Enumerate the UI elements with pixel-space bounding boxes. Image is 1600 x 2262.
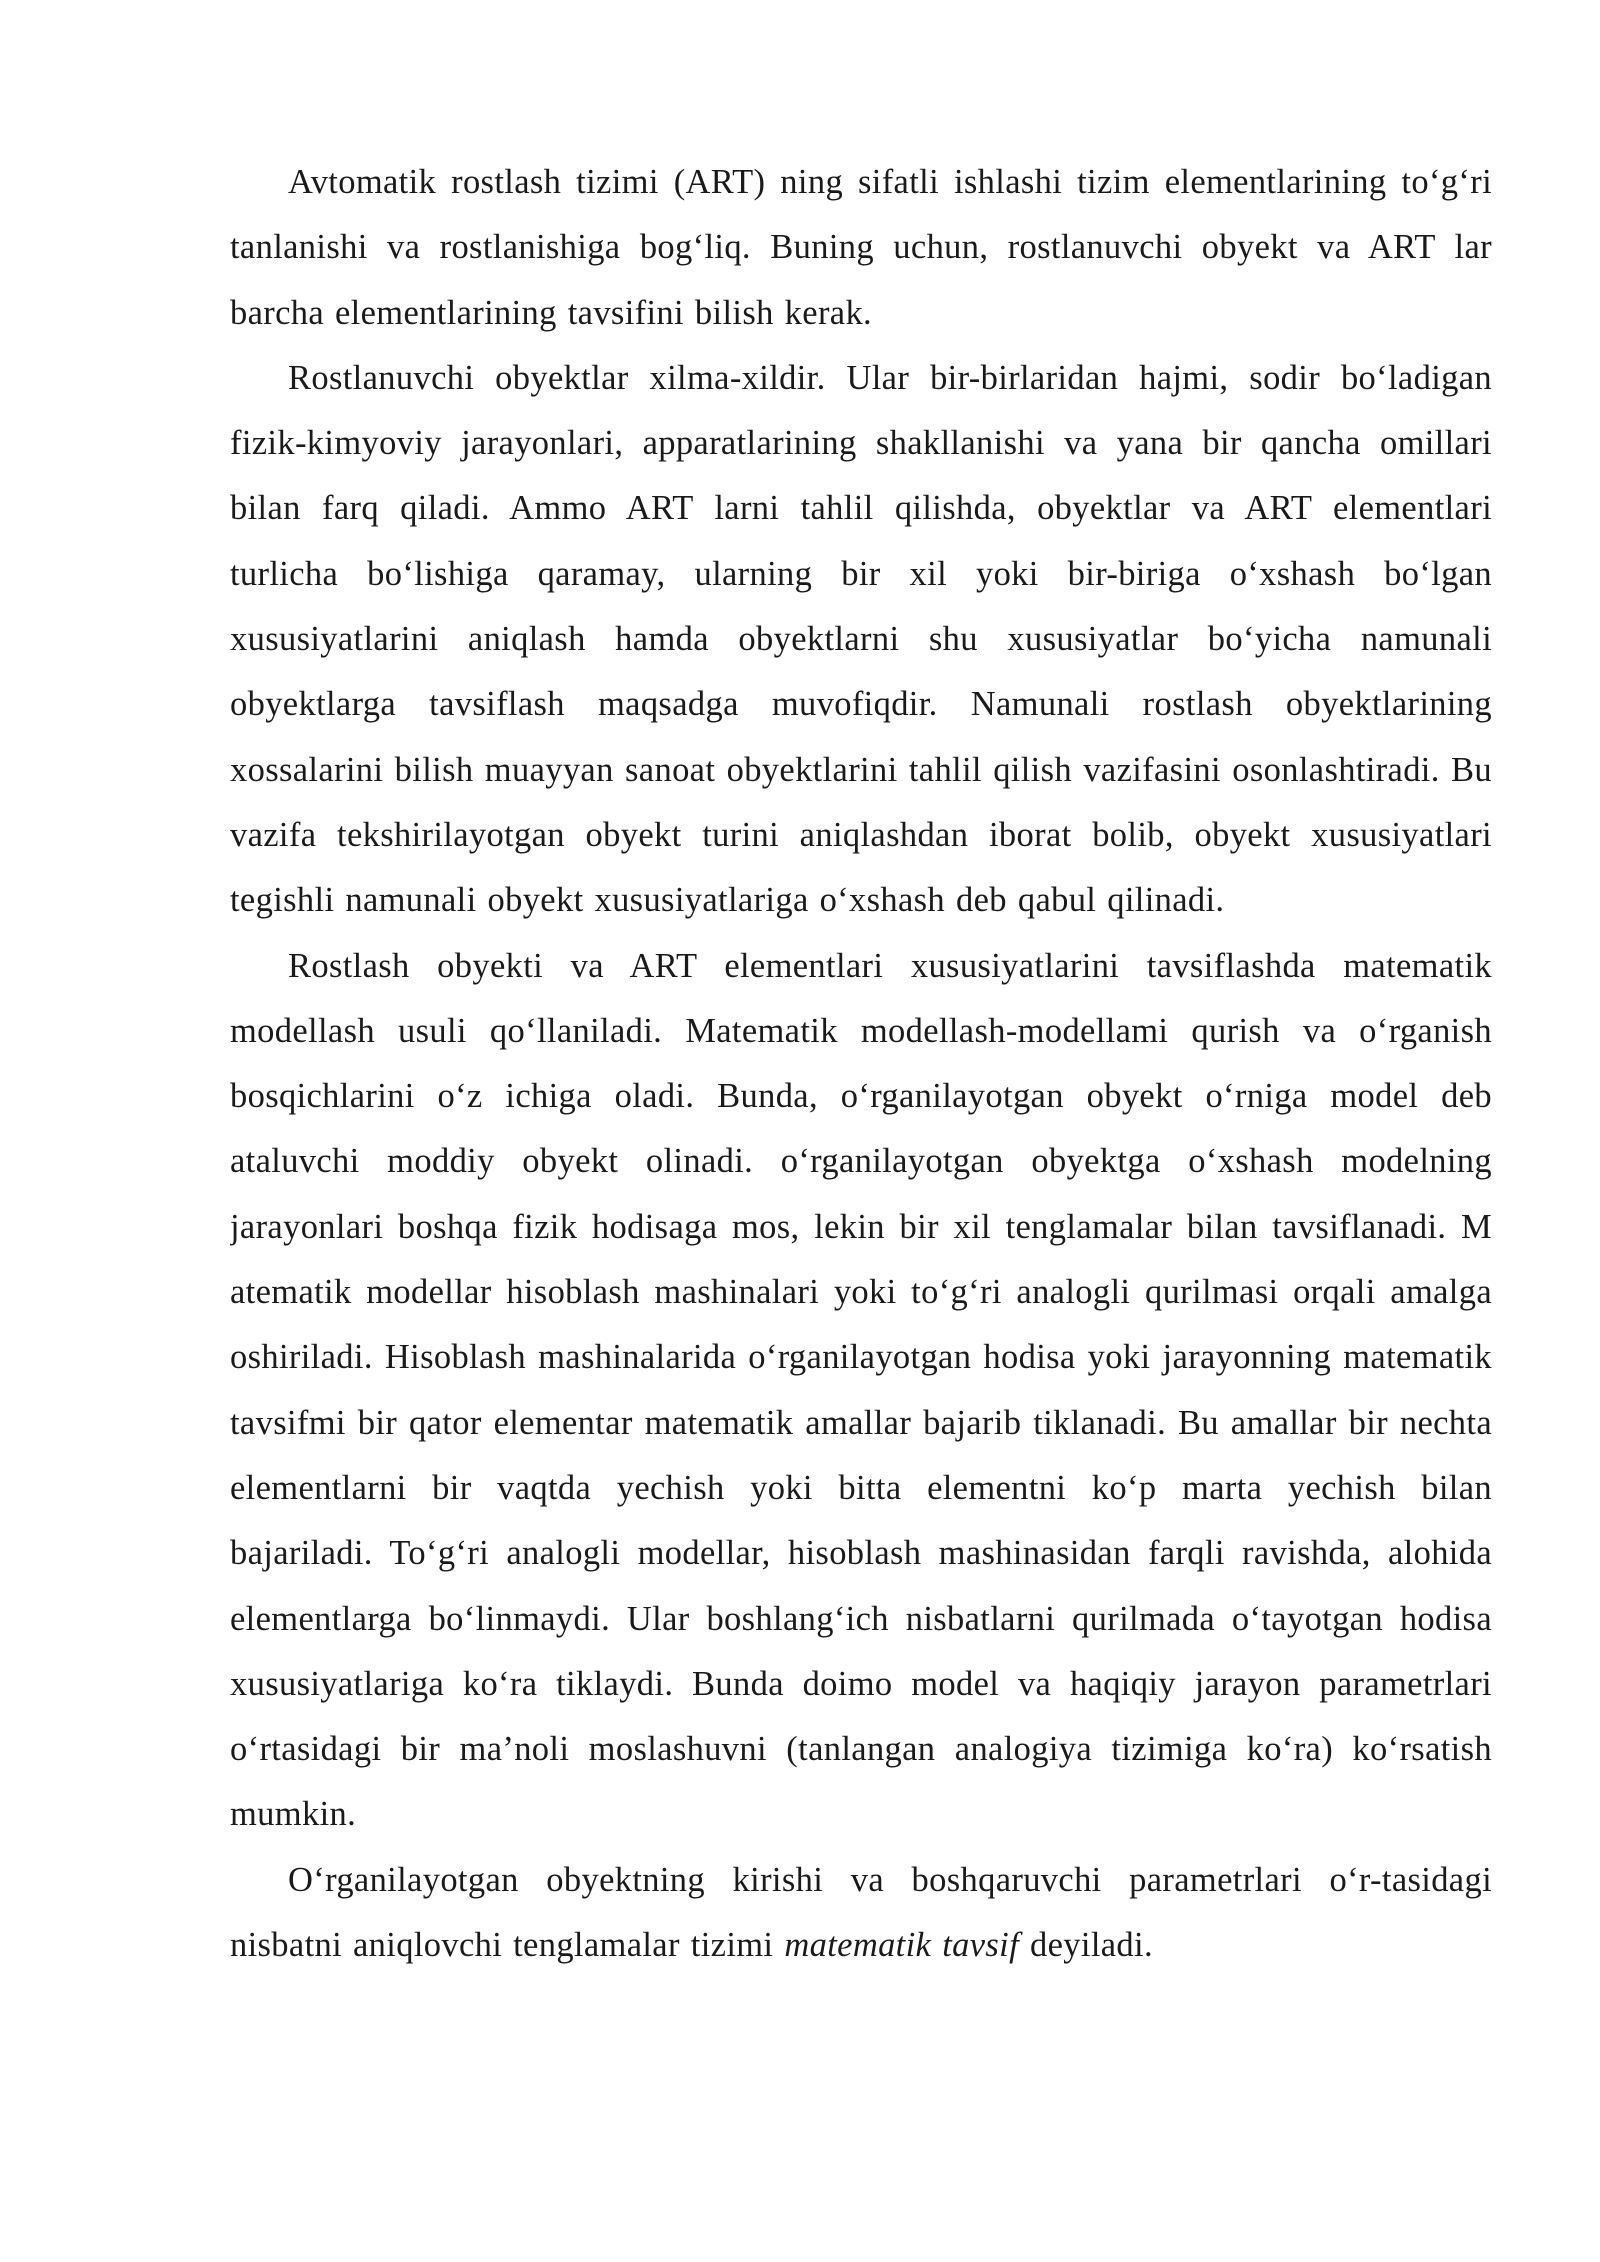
paragraph-mathematical-modelling: Rostlash obyekti va ART elementlari xususiyatlarini tavsiflashda matematik modellash usuli qo‘llaniladi. Matematik modellash-modellami qurish va o‘rganish bosqichlarini o‘z ichiga oladi. Bunda, o‘rganilayotgan obyekt o‘rniga model deb ataluvchi moddiy obyekt olinadi. o‘rganilayotgan obyektga o‘xshash modelning jarayonlari boshqa fizik hodisaga mos, lekin bir xil tenglamalar bilan tavsiflanadi. M atematik modellar hisoblash mashinalari yoki to‘g‘ri analogli qurilmasi orqali amalga oshiriladi. Hisoblash mashinalarida o‘rganilayotgan hodisa yoki jarayonning matematik tavsifmi bir qator elementar matematik amallar bajarib tiklanadi. Bu amallar bir nechta elementlarni bir vaqtda yechish yoki bitta elementni ko‘p marta yechish bilan bajariladi. To‘g‘ri analogli modellar, hisoblash mashinasidan farqli ravishda, alohida elementlarga bo‘linmaydi. Ular boshlang‘ich nisbatlarni qurilmada o‘tayotgan hodisa xususiyatlariga ko‘ra tiklaydi. Bunda doimo model va haqiqiy jarayon parametrlari o‘rtasidagi bir ma’noli moslashuvni (tanlangan analogiya tizimiga ko‘ra) ko‘rsatish mumkin.	[230, 946, 1492, 1834]
term-mathematical-description: matematik tavsif	[784, 1926, 1020, 1965]
paragraph-text-before: O‘rganilayotgan obyektning kirishi va boshqaruvchi parametrlari o‘r-tasidagi nisbatni aniqlovchi tenglamalar tizimi	[230, 1860, 1492, 1965]
paragraph-mathematical-description	[230, 1848, 1492, 1979]
paragraph-art-quality: Avtomatik rostlash tizimi (ART) ning sifatli ishlashi tizim elementlarining to‘g‘ri tanlanishi va rostlanishiga bog‘liq. Buning uchun, rostlanuvchi obyekt va ART lar barcha elementlarining tavsifini bilish kerak.	[230, 163, 1492, 332]
paragraph-controlled-objects: Rostlanuvchi obyektlar xilma-xildir. Ular bir-birlaridan hajmi, sodir bo‘ladigan fizik-kimyoviy jarayonlari, apparatlarining shakllanishi va yana bir qancha omillari bilan farq qiladi. Ammo ART larni tahlil qilishda, obyektlar va ART elementlari turlicha bo‘lishiga qaramay, ularning bir xil yoki bir-biriga o‘xshash bo‘lgan xususiyatlarini aniqlash hamda obyektlarni shu xususiyatlar bo‘yicha namunali obyektlarga tavsiflash maqsadga muvofiqdir. Namunali rostlash obyektlarining xossalarini bilish muayyan sanoat obyektlarini tahlil qilish vazifasini osonlashtiradi. Bu vazifa tekshirilayotgan obyekt turini aniqlashdan iborat bolib, obyekt xususiyatlari tegishli namunali obyekt xususiyatlariga o‘xshash deb qabul qilinadi.	[230, 358, 1492, 920]
paragraph-text-after: deyiladi.	[1019, 1926, 1153, 1965]
document-page	[230, 150, 1492, 2230]
